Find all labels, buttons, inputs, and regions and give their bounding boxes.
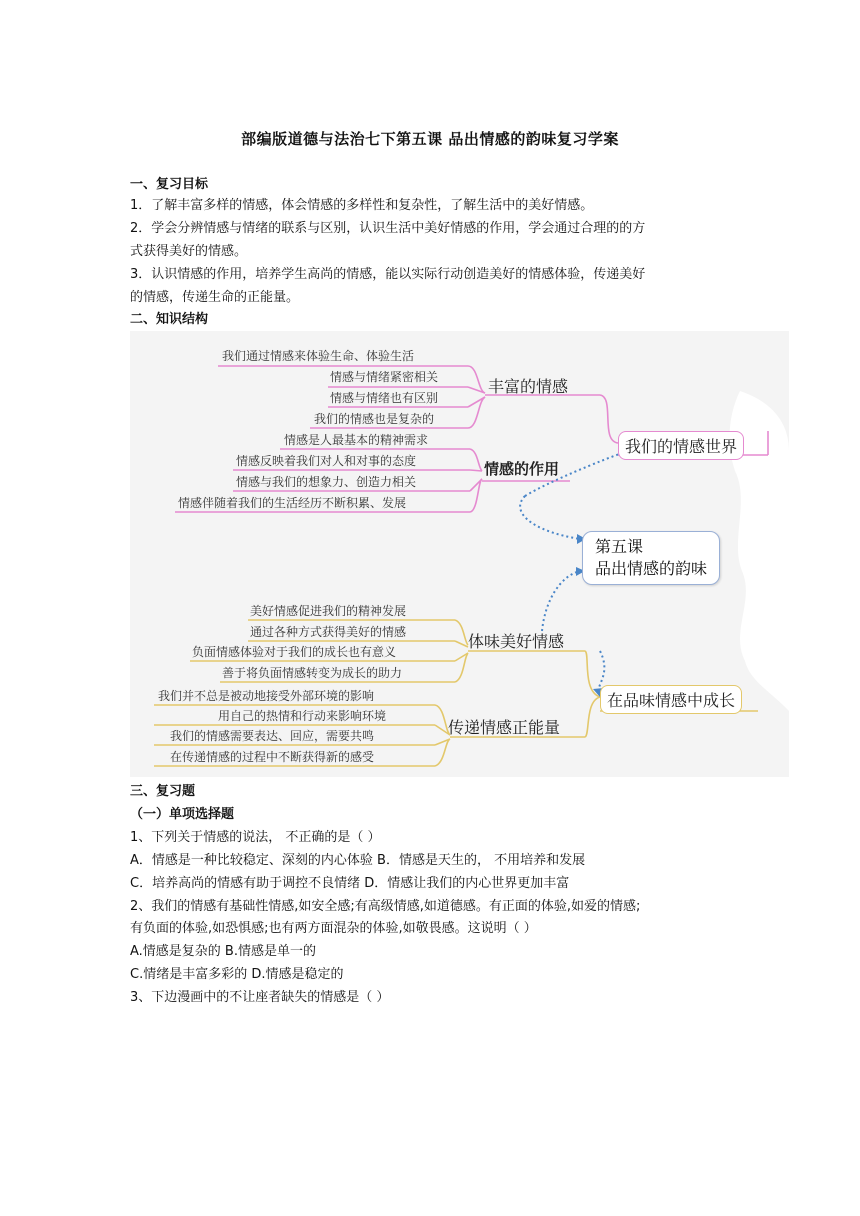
branch-good-emotions: 体味美好情感: [468, 632, 565, 651]
mindmap-leaf: 美好情感促进我们的精神发展: [250, 604, 407, 618]
mindmap-leaf: 情感与情绪也有区别: [330, 391, 439, 405]
question-line: A．情感是一种比较稳定、深刻的内心体验 B．情感是天生的， 不用培养和发展: [130, 853, 586, 868]
mindmap-leaf: 情感是人最基本的精神需求: [284, 433, 429, 447]
question-line: 3、下边漫画中的不让座者缺失的情感是（ ）: [130, 990, 390, 1005]
section-heading-review: 三、复习题: [130, 784, 196, 799]
question-line: 2、我们的情感有基础性情感,如安全感;有高级情感,如道德感。有正面的体验,如爱的情感;: [130, 899, 641, 914]
node-center: [582, 531, 720, 585]
question-line: 有负面的体验,如恐惧感;也有两方面混杂的体验,如敬畏感。这说明（ ）: [130, 921, 537, 936]
section-heading-goals: 一、复习目标: [130, 177, 209, 192]
mindmap-leaf: 善于将负面情感转变为成长的助力: [222, 666, 403, 680]
goal-line: 的情感，传递生命的正能量。: [130, 290, 300, 305]
question-line: A.情感是复杂的 B.情感是单一的: [130, 944, 316, 959]
mindmap-leaf: 情感伴随着我们的生活经历不断积累、发展: [178, 496, 407, 510]
goal-line: 式获得美好的情感。: [130, 244, 248, 259]
mindmap-leaf: 情感反映着我们对人和对事的态度: [236, 454, 417, 468]
page-title: 部编版道德与法治七下第五课 品出情感的韵味复习学案: [241, 130, 619, 148]
center-line-1: 第五课: [595, 537, 644, 556]
branch-rich-emotions: 丰富的情感: [488, 377, 569, 396]
mindmap-leaf: 情感与我们的想象力、创造力相关: [236, 475, 417, 489]
question-line: C.情绪是丰富多彩的 D.情感是稳定的: [130, 967, 344, 982]
center-line-2: 品出情感的韵味: [595, 559, 708, 578]
knowledge-mindmap: [130, 331, 789, 777]
mindmap-leaf: 我们通过情感来体验生命、体验生活: [222, 349, 415, 363]
mindmap-leaf: 负面情感体验对于我们的成长也有意义: [192, 645, 397, 659]
node-emotion-world: 我们的情感世界: [618, 431, 744, 460]
mindmap-leaf: 通过各种方式获得美好的情感: [250, 625, 407, 639]
section-heading-structure: 二、知识结构: [130, 312, 209, 327]
question-line: 1、下列关于情感的说法， 不正确的是（ ）: [130, 830, 381, 845]
mindmap-leaf: 我们的情感也是复杂的: [314, 412, 435, 426]
mindmap-leaf: 情感与情绪紧密相关: [330, 370, 439, 384]
subsection-heading-single-choice: （一）单项选择题: [130, 807, 235, 822]
goal-line: 2．学会分辨情感与情绪的联系与区别，认识生活中美好情感的作用，学会通过合理的的方: [130, 221, 646, 236]
branch-emotion-role: 情感的作用: [484, 460, 560, 478]
goal-line: 3．认识情感的作用，培养学生高尚的情感，能以实际行动创造美好的情感体验，传递美好: [130, 267, 646, 282]
question-line: C．培养高尚的情感有助于调控不良情绪 D．情感让我们的内心世界更加丰富: [130, 876, 570, 891]
node-grow: 在品味情感中成长: [600, 685, 742, 714]
mindmap-leaf: 我们并不总是被动地接受外部环境的影响: [158, 689, 375, 703]
mindmap-leaf: 我们的情感需要表达、回应，需要共鸣: [170, 729, 375, 743]
mindmap-leaf: 用自己的热情和行动来影响环境: [218, 709, 387, 723]
goal-line: 1．了解丰富多样的情感，体会情感的多样性和复杂性，了解生活中的美好情感。: [130, 198, 594, 213]
branch-pass-energy: 传递情感正能量: [448, 718, 561, 737]
mindmap-leaf: 在传递情感的过程中不断获得新的感受: [170, 750, 375, 764]
